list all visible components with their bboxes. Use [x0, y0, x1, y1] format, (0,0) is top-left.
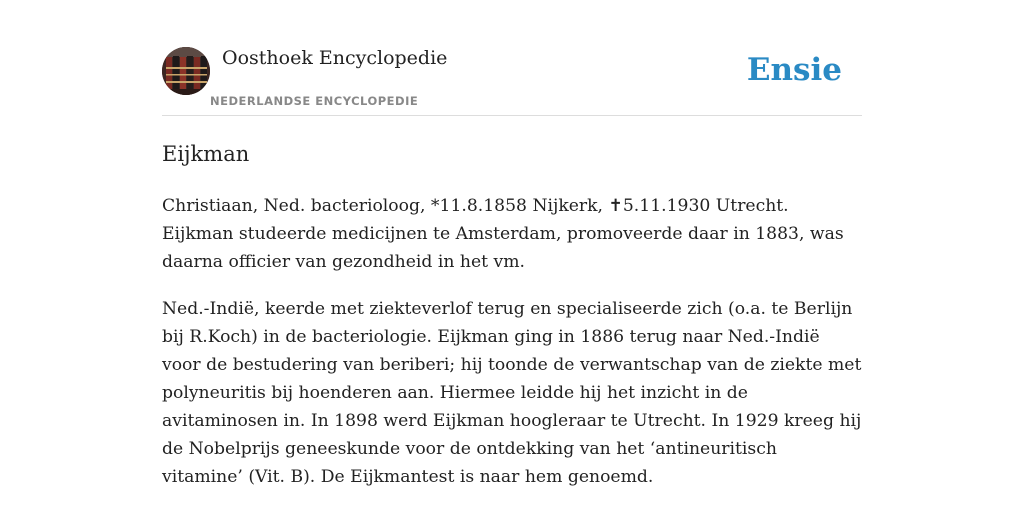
site-header	[162, 46, 862, 116]
site-subtitle: NEDERLANDSE ENCYCLOPEDIE	[210, 94, 419, 108]
article-paragraph: Christiaan, Ned. bacterioloog, *11.8.1858 Nijkerk, ✝5.11.1930 Utrecht. Eijkman studeerde medicijnen te Amsterdam, promoveerde daar in 1883, was daarna officier van gezondheid in het vm.	[162, 196, 844, 272]
article-paragraph: Ned.-Indië, keerde met ziekteverlof terug en specialiseerde zich (o.a. te Berlijn bij R.Koch) in de bacteriologie. Eijkman ging in 1886 terug naar Ned.-Indië voor de bestudering van beriberi; hij toonde de verwantschap van de ziekte met polyneuritis bij hoenderen aan. Hiermee leidde hij het inzicht in de avitaminosen in. In 1898 werd Eijkman hoogleraar te Utrecht. In 1929 kreeg hij de Nobelprijs geneeskunde voor de ontdekking van het ‘antineuritisch vitamine’ (Vit. B). De Eijkmantest is naar hem genoemd.	[162, 299, 862, 487]
article-body	[162, 192, 862, 510]
article-title: Eijkman	[162, 142, 250, 166]
brand-logo-link[interactable]: Ensie	[746, 52, 842, 88]
site-title-link[interactable]: Oosthoek Encyclopedie	[222, 47, 448, 69]
encyclopedia-books-icon[interactable]	[162, 47, 210, 95]
